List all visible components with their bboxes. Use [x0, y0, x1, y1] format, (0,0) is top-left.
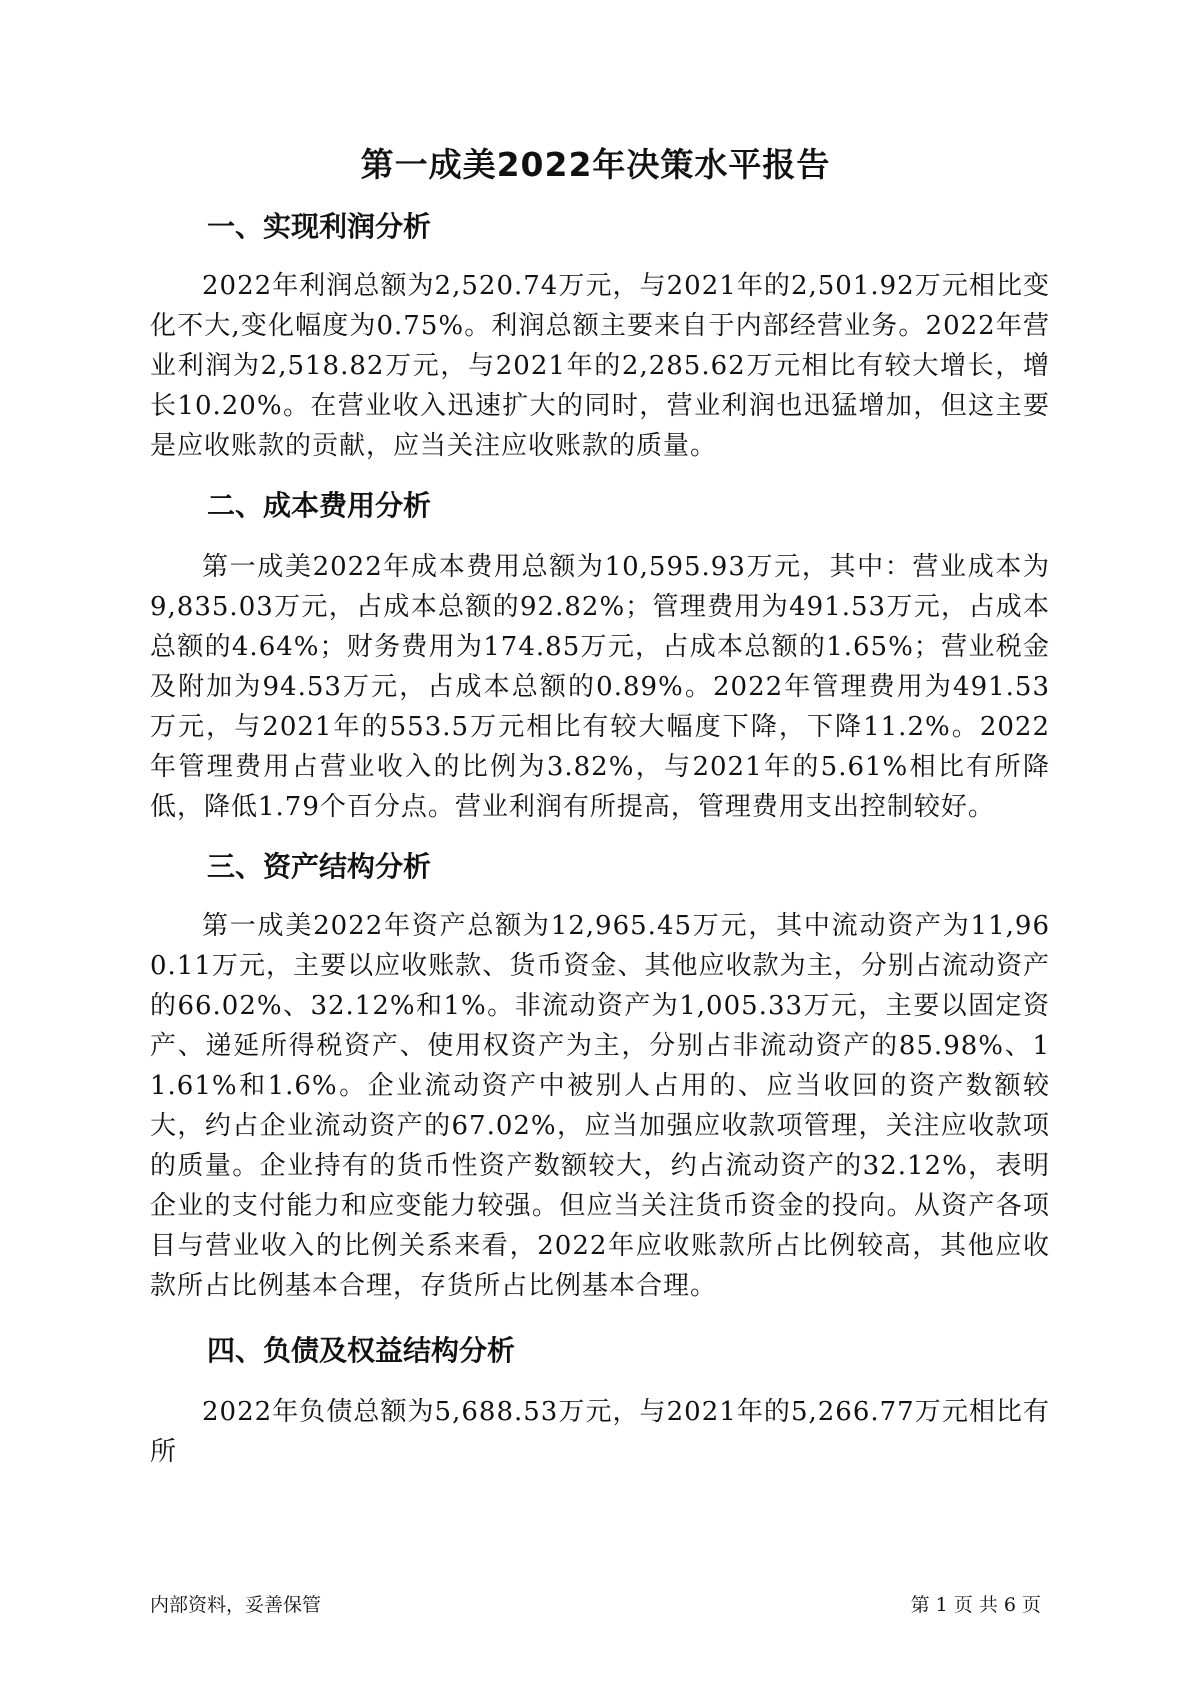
- section-paragraph-cost: 第一成美2022年成本费用总额为10,595.93万元，其中：营业成本为9,835.03万元，占成本总额的92.82%；管理费用为491.53万元，占成本总额的4.64%；财务费用为174.85万元，占成本总额的1.65%；营业税金及附加为94.53万元，占成本总额的0.89%。2022年管理费用为491.53万元，与2021年的553.5万元相比有较大幅度下降，下降11.2%。2022年管理费用占营业收入的比例为3.82%，与2021年的5.61%相比有所降低，降低1.79个百分点。营业利润有所提高，管理费用支出控制较好。: [150, 552, 1050, 822]
- footer-page-number: 第 1 页 共 6 页: [910, 1594, 1041, 1616]
- section-paragraph-liabilities: 2022年负债总额为5,688.53万元，与2021年的5,266.77万元相比有所: [150, 1397, 1050, 1467]
- section-heading-assets: 三、资产结构分析: [207, 850, 432, 883]
- footer-confidential-note: 内部资料，妥善保管: [150, 1594, 322, 1616]
- section-heading-profit: 一、实现利润分析: [207, 210, 432, 243]
- section-paragraph-assets: 第一成美2022年资产总额为12,965.45万元，其中流动资产为11,960.11万元，主要以应收账款、货币资金、其他应收款为主，分别占流动资产的66.02%、32.12%和1%。非流动资产为1,005.33万元，主要以固定资产、递延所得税资产、使用权资产为主，分别占非流动资产的85.98%、11.61%和1.6%。企业流动资产中被别人占用的、应当收回的资产数额较大，约占企业流动资产的67.02%，应当加强应收款项管理，关注应收款项的质量。企业持有的货币性资产数额较大，约占流动资产的32.12%，表明企业的支付能力和应变能力较强。但应当关注货币资金的投向。从资产各项目与营业收入的比例关系来看，2022年应收账款所占比例较高，其他应收款所占比例基本合理，存货所占比例基本合理。: [150, 911, 1050, 1301]
- page-title: 第一成美2022年决策水平报告: [360, 145, 831, 184]
- section-paragraph-profit: 2022年利润总额为2,520.74万元，与2021年的2,501.92万元相比变化不大,变化幅度为0.75%。利润总额主要来自于内部经营业务。2022年营业利润为2,518.82万元，与2021年的2,285.62万元相比有较大增长，增长10.20%。在营业收入迅速扩大的同时，营业利润也迅猛增加，但这主要是应收账款的贡献，应当关注应收账款的质量。: [150, 271, 1050, 461]
- section-heading-liabilities: 四、负债及权益结构分析: [207, 1334, 516, 1367]
- section-heading-cost: 二、成本费用分析: [207, 489, 432, 522]
